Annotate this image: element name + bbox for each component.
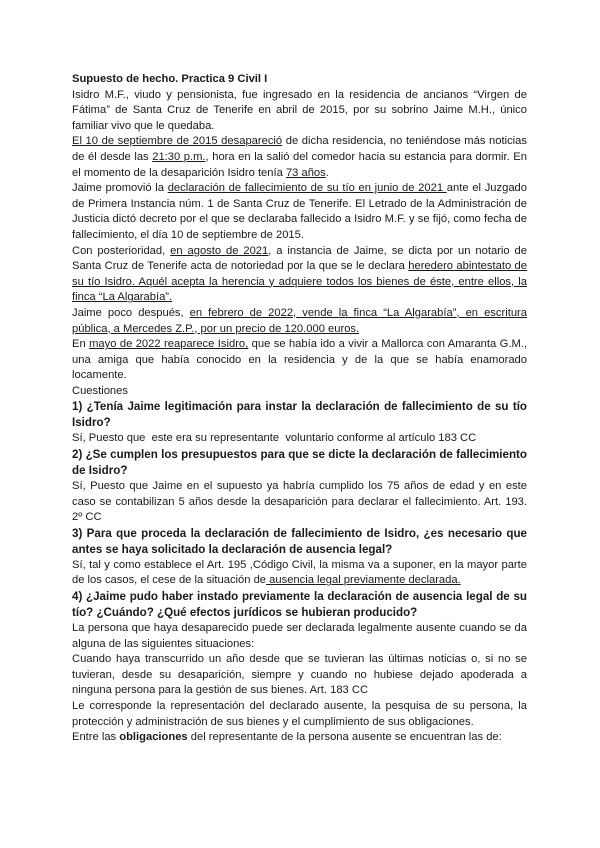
august-underline: en agosto de 2021, (170, 244, 272, 257)
question-2: 2) ¿Se cumplen los presupuestos para que se dicte la declaración de fallecimiento de Isidro? (72, 448, 527, 478)
obligations-bold: obligaciones (119, 731, 188, 744)
facts-paragraph-3: Jaime promovió la declaración de fallecimiento de su tío en junio de 2021 ante el Juzgado de Primera Instancia núm. 1 de Santa Cruz de Tenerife. El Letrado de la Administración de Justicia dictó decreto por el que se declaraba fallecido a Isidro M.F. y se fijó, como fecha de fallecimiento, el día 10 de septiembre de 2015. (72, 182, 527, 241)
answer-2: Sí, Puesto que Jaime en el supuesto ya habría cumplido los 75 años de edad y en este caso se contabilizan 5 años desde la desaparición para declarar el fallecimiento. Art. 193. 2º CC (72, 480, 527, 524)
answer-4-paragraph-3: Le corresponde la representación del declarado ausente, la pesquisa de su persona, la protección y administración de sus bienes y el cumplimiento de sus obligaciones. (72, 700, 527, 728)
question-3: 3) Para que proceda la declaración de fallecimiento de Isidro, ¿es necesario que antes se haya solicitado la declaración de ausencia legal? (72, 526, 527, 556)
facts-paragraph-5: Jaime poco después, en febrero de 2022, vende la finca “La Algarabía”, en escritura pública, a Mercedes Z.P., por un precio de 120.000 euros. (72, 306, 527, 335)
answer-3: Sí, tal y como establece el Art. 195 ,Código Civil, la misma va a suponer, en la mayor parte de los casos, el cese de la situación de ausencia legal previamente declarada. (72, 558, 527, 587)
sale-underline: en febrero de 2022, vende la finca “La Algarabía”, en escritura pública, a Mercedes Z.P., por un precio de 120.000 euros. (72, 306, 527, 335)
question-4: 4) ¿Jaime pudo haber instado previamente la declaración de ausencia legal de su tío? ¿Cuándo? ¿Qué efectos jurídicos se hubieran producido? (72, 590, 527, 620)
age-underline: 73 años (285, 166, 326, 179)
time-underline: 21:30 p.m. (152, 150, 206, 163)
facts-paragraph-6: En mayo de 2022 reaparece Isidro, que se había ido a vivir a Mallorca con Amaranta G.M., una amiga que había conocido en la residencia y de la que se había enamorado locamente. (72, 338, 527, 382)
question-1: 1) ¿Tenía Jaime legitimación para instar la declaración de fallecimiento de su tío Isidro? (72, 400, 527, 430)
absence-underline: ausencia legal previamente declarada. (266, 574, 461, 587)
facts-paragraph-1: Isidro M.F., viudo y pensionista, fue ingresado en la residencia de ancianos “Virgen de Fátima” de Santa Cruz de Tenerife en abril de 2015, por su sobrino Jaime M.H., único familiar vivo que le quedaba. (72, 88, 527, 132)
reappear-underline: mayo de 2022 reaparece Isidro, (89, 338, 249, 351)
document-title: Supuesto de hecho. Practica 9 Civil I (72, 73, 268, 85)
answer-4-paragraph-2: Cuando haya transcurrido un año desde que se tuvieran las últimas noticias o, si no se tuvieran, desde su desaparición, siempre y cuando no hubiese dejado apoderada a ninguna persona para la gestión de sus bienes. Art. 183 CC (72, 653, 527, 697)
facts-paragraph-4: Con posterioridad, en agosto de 2021, a instancia de Jaime, se dicta por un notario de Santa Cruz de Tenerife acta de notoriedad por la que se le declara heredero abintestato de su tío Isidro. Aquél acepta la herencia y adquiere todos los bienes de éste, entre ellos, la finca “La Algarabía”. (72, 244, 527, 304)
cuestiones-heading: Cuestiones (72, 384, 128, 397)
facts-paragraph-2: El 10 de septiembre de 2015 desapareció de dicha residencia, no teniéndose más noticias de él desde las 21:30 p.m., hora en la salió del comedor hacia su estancia para dormir. En el momento de la desaparición Isidro tenía 73 años. (72, 135, 527, 179)
heir-underline: heredero abintestato de su tío Isidro. Aquél acepta la herencia y adquiere todos los bienes de éste, entre ellos, la finca “La Algarabía”. (72, 260, 527, 304)
declaration-underline: declaración de fallecimiento de su tío en junio de 2021 (167, 182, 447, 195)
answer-4-paragraph-4: Entre las obligaciones del representante de la persona ausente se encuentran las de: (72, 731, 502, 744)
answer-4-paragraph-1: La persona que haya desaparecido puede ser declarada legalmente ausente cuando se da alguna de las siguientes situaciones: (72, 622, 527, 650)
document-page (72, 72, 527, 746)
answer-1: Sí, Puesto que este era su representante voluntario conforme al artículo 183 CC (72, 432, 477, 445)
date-underline: El 10 de septiembre de 2015 desapareció (72, 135, 283, 148)
